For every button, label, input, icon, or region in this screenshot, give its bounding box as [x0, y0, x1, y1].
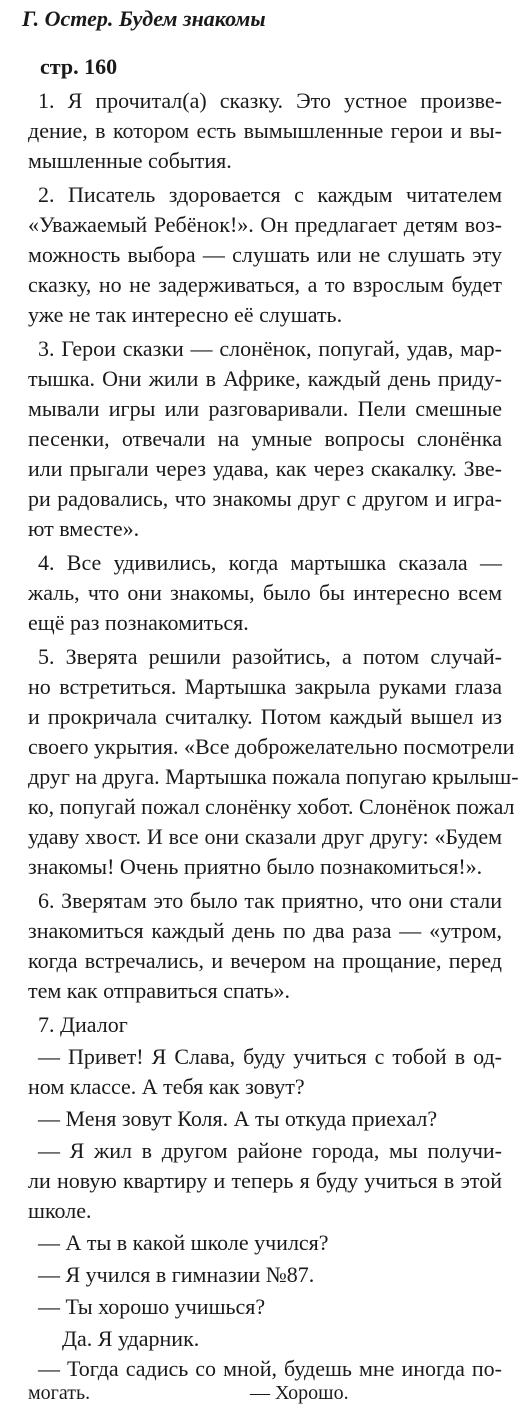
text-line: песенки, отвечали на умные вопросы слонёнка — [28, 426, 502, 451]
text-line: ют вместе». — [28, 516, 140, 541]
text-line: знакомиться каждый день по два раза — «утром, — [28, 918, 502, 943]
text-line: 5. Зверята решили разойтись, а потом случай- — [38, 644, 502, 669]
text-line: удаву хвост. И все они сказали друг другу: «Будем — [28, 824, 502, 849]
text-line: ко, попугай пожал слонёнку хобот. Слонёнок пожал — [28, 794, 515, 819]
text-line: жаль, что они знакомы, было бы интересно всем — [28, 580, 502, 605]
text-line: — Привет! Я Слава, буду учиться с тобой в од- — [38, 1044, 502, 1069]
text-line: — Хорошо. — [250, 1382, 349, 1404]
text-line: тышка. Они жили в Африке, каждый день приду- — [28, 366, 502, 391]
text-line: — Тогда садись со мной, будешь мне иногда по- — [38, 1356, 502, 1381]
text-line: ном классе. А тебя как зовут? — [28, 1074, 305, 1099]
text-line: 4. Все удивились, когда мартышка сказала — — [38, 550, 502, 575]
text-line: Да. Я ударник. — [62, 1326, 200, 1351]
text-line: можность выбора — слушать или не слушать эту — [28, 242, 502, 267]
text-line: дение, в котором есть вымышленные герои и вы- — [28, 118, 502, 143]
text-line: тем как отправиться спать». — [28, 978, 291, 1003]
text-line: 3. Герои сказки — слонёнок, попугай, удав, мар- — [38, 336, 502, 361]
text-line: «Уважаемый Ребёнок!». Он предлагает детям воз- — [28, 212, 502, 237]
page-number: стр. 160 — [40, 54, 118, 79]
text-line: 7. Диалог — [38, 1012, 128, 1037]
text-line: сказку, но не задерживаться, а то взрослым будет — [28, 272, 502, 297]
text-line: когда встречались, и вечером на прощание, перед — [28, 948, 502, 973]
text-line: — Я учился в гимназии №87. — [38, 1262, 315, 1287]
text-line: знакомы! Очень приятно было познакомиться!». — [28, 854, 483, 879]
text-line: или прыгали через удава, как через скакалку. Зве- — [28, 456, 502, 481]
text-line: могать. — [28, 1382, 91, 1404]
text-line: ещё раз познакомиться. — [28, 610, 249, 635]
text-line: 1. Я прочитал(а) сказку. Это устное произве- — [38, 88, 502, 113]
text-line: ри радовались, что знакомы друг с другом и игра- — [28, 486, 502, 511]
text-line: но встретиться. Мартышка закрыла руками глаза — [28, 674, 502, 699]
page-header: Г. Остер. Будем знакомы — [22, 6, 266, 31]
text-line: друг на друга. Мартышка пожала попугаю крылыш- — [28, 764, 519, 789]
text-line: школе. — [28, 1198, 92, 1223]
text-line: — А ты в какой школе учился? — [38, 1230, 329, 1255]
text-line: своего укрытия. «Все доброжелательно посмотрели — [28, 734, 515, 759]
text-line: — Я жил в другом районе города, мы получи- — [38, 1138, 502, 1163]
text-line: ли новую квартиру и теперь я буду учиться в этой — [28, 1168, 502, 1193]
text-line: — Ты хорошо учишься? — [38, 1294, 266, 1319]
text-line: 6. Зверятам это было так приятно, что они стали — [38, 888, 502, 913]
text-line: мышленные события. — [28, 148, 232, 173]
text-line: уже не так интересно её слушать. — [28, 302, 343, 327]
text-line: 2. Писатель здоровается с каждым читателем — [38, 182, 502, 207]
text-line: мывали игры или разговаривали. Пели смешные — [28, 396, 502, 421]
text-line: — Меня зовут Коля. А ты откуда приехал? — [38, 1106, 438, 1131]
text-line: и прокричала считалку. Потом каждый вышел из — [28, 704, 502, 729]
